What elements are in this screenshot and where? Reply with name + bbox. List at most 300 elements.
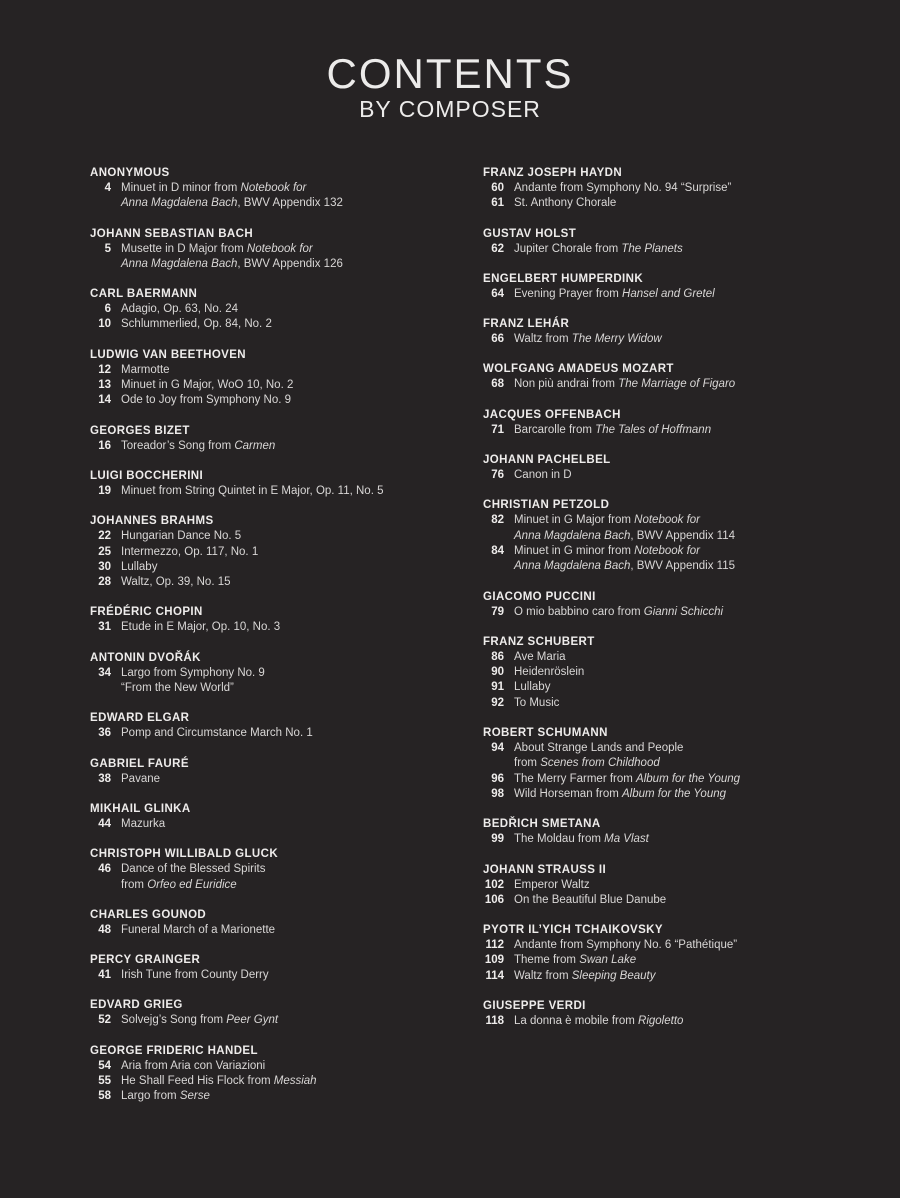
composer-group [90, 287, 470, 333]
piece-title-line [514, 605, 883, 620]
title-segment: Andante from Symphony No. 6 “Pathétique” [514, 939, 738, 952]
composer-name: WOLFGANG AMADEUS MOZART [483, 363, 674, 376]
italic-work-title: Carmen [234, 439, 276, 452]
piece-title [121, 666, 470, 697]
composer-name: BEDŘICH SMETANA [483, 818, 601, 831]
page-number: 38 [98, 772, 111, 785]
composer-name: JOHANN SEBASTIAN BACH [90, 227, 254, 240]
page-number: 10 [98, 318, 111, 331]
toc-entry [90, 620, 470, 635]
title-segment: Evening Prayer from [514, 287, 623, 300]
composer-name: FRANZ SCHUBERT [483, 635, 595, 648]
title-segment: Pomp and Circumstance March No. 1 [121, 727, 313, 740]
toc-entry [483, 772, 883, 787]
piece-title-line [514, 332, 883, 347]
toc-entry [483, 787, 883, 802]
title-segment: Toreador’s Song from [121, 439, 235, 452]
composer-group [90, 166, 470, 212]
toc-entry [90, 560, 470, 575]
page-number: 44 [98, 817, 111, 830]
toc-entry [483, 650, 883, 665]
page-number: 102 [484, 878, 504, 891]
composer-name: GIUSEPPE VERDI [483, 1000, 586, 1013]
piece-title [514, 1014, 883, 1029]
composer-name: LUDWIG VAN BEETHOVEN [90, 348, 247, 361]
composer-group [483, 272, 883, 302]
title-segment: The Moldau from [514, 833, 605, 846]
piece-title [121, 1089, 470, 1104]
piece-title [121, 1074, 470, 1089]
toc-entry [483, 423, 883, 438]
composer-group [483, 498, 883, 574]
piece-title [121, 378, 470, 393]
piece-title [514, 196, 883, 211]
italic-work-title: Rigoletto [638, 1015, 684, 1028]
toc-entry [90, 923, 470, 938]
composer-group [483, 408, 883, 438]
piece-title [514, 287, 883, 302]
piece-title [121, 529, 470, 544]
title-segment: from [121, 878, 148, 891]
page-number: 76 [491, 469, 504, 482]
composer-group [90, 711, 470, 741]
italic-work-title: Scenes from Childhood [540, 757, 660, 770]
composer-name: FRANZ LEHÁR [483, 318, 570, 331]
composer-name: JACQUES OFFENBACH [483, 408, 621, 421]
piece-title [514, 696, 883, 711]
composer-name: CHARLES GOUNOD [90, 908, 207, 921]
composer-name: PYOTR IL’YICH TCHAIKOVSKY [483, 924, 663, 937]
title-segment: Schlummerlied, Op. 84, No. 2 [121, 318, 272, 331]
title-segment: Irish Tune from County Derry [121, 969, 269, 982]
composer-group [483, 817, 883, 847]
piece-title [514, 377, 883, 392]
page-number: 112 [485, 939, 504, 952]
piece-title-line [121, 1074, 470, 1089]
page-number: 36 [98, 727, 111, 740]
title-segment: Canon in D [514, 469, 572, 482]
composer-name: FRANZ JOSEPH HAYDN [483, 167, 623, 179]
piece-title [514, 544, 883, 575]
title-segment: , BWV Appendix 114 [630, 529, 736, 542]
piece-title-line [514, 772, 883, 787]
composer-group [483, 453, 883, 483]
page-number: 28 [98, 576, 111, 589]
toc-entry [90, 862, 470, 893]
piece-title [121, 772, 470, 787]
italic-work-title: The Marriage of Figaro [618, 378, 736, 391]
composer-name: EDVARD GRIEG [90, 999, 183, 1012]
composer-group [483, 317, 883, 347]
toc-entry [483, 832, 883, 847]
toc-entry [483, 287, 883, 302]
toc-entry [483, 893, 883, 908]
page-number: 58 [98, 1090, 111, 1103]
piece-title-line [514, 1014, 883, 1029]
piece-title-line [121, 529, 470, 544]
toc-entry [483, 377, 883, 392]
contents-column-left [90, 166, 470, 1120]
toc-entry [483, 242, 883, 257]
italic-work-title: Messiah [273, 1075, 317, 1088]
piece-title [514, 242, 883, 257]
piece-title [121, 817, 470, 832]
title-segment: Lullaby [121, 560, 158, 573]
toc-entry [483, 953, 883, 968]
piece-title-line [514, 242, 883, 257]
title-segment: Dance of the Blessed Spirits [121, 863, 266, 876]
piece-title [514, 650, 883, 665]
piece-title-line [121, 560, 470, 575]
page-number: 13 [98, 379, 111, 392]
page-number: 64 [491, 287, 504, 300]
toc-entry [90, 317, 470, 332]
composer-name: LUIGI BOCCHERINI [90, 469, 204, 482]
title-segment: Pavane [121, 772, 161, 785]
piece-title [514, 680, 883, 695]
title-segment: Wild Horseman from [514, 787, 622, 800]
toc-entry [483, 665, 883, 680]
composer-name: GEORGES BIZET [90, 424, 190, 437]
piece-title-line [121, 1059, 470, 1074]
piece-title-line [121, 378, 470, 393]
composer-group [90, 1044, 470, 1105]
page-number: 68 [491, 378, 504, 391]
italic-work-title: Notebook for [634, 544, 701, 557]
piece-title [121, 1013, 470, 1028]
toc-entry [90, 363, 470, 378]
composer-group [90, 757, 470, 787]
page-number: 48 [98, 923, 111, 936]
title-segment: from [514, 757, 541, 770]
italic-work-title: Hansel and Gretel [622, 287, 715, 300]
title-segment: Aria from Aria con Variazioni [121, 1059, 266, 1072]
piece-title-line [121, 242, 470, 257]
toc-entry [90, 1059, 470, 1074]
piece-title-line [121, 620, 470, 635]
title-segment: Andante from Symphony No. 94 “Surprise” [514, 182, 732, 194]
piece-title [121, 317, 470, 332]
piece-title-line [121, 1013, 470, 1028]
title-segment: Mazurka [121, 817, 166, 830]
italic-work-title: Peer Gynt [226, 1014, 279, 1027]
page-subtitle: BY COMPOSER [359, 96, 541, 122]
page-number: 4 [104, 182, 111, 194]
piece-title-line [121, 772, 470, 787]
piece-title [121, 1059, 470, 1074]
title-segment: Minuet in D minor from [121, 182, 241, 194]
toc-entry [90, 545, 470, 560]
composer-group [483, 923, 883, 984]
piece-title-line [121, 681, 470, 696]
piece-title [121, 620, 470, 635]
piece-title-line [514, 938, 883, 953]
toc-entry [483, 544, 883, 575]
piece-title-line [514, 650, 883, 665]
italic-work-title: Notebook for [634, 514, 701, 527]
piece-title [121, 439, 470, 454]
toc-entry [90, 575, 470, 590]
composer-group [90, 998, 470, 1028]
title-segment: Heidenröslein [514, 666, 585, 679]
toc-entry [90, 1013, 470, 1028]
composer-name: ANONYMOUS [90, 167, 170, 179]
title-segment: , BWV Appendix 132 [237, 197, 343, 210]
piece-title [514, 181, 883, 196]
page-number: 22 [98, 530, 111, 543]
piece-title [514, 423, 883, 438]
composer-group [90, 424, 470, 454]
title-segment: Hungarian Dance No. 5 [121, 530, 242, 543]
piece-title [514, 953, 883, 968]
toc-entry [483, 468, 883, 483]
title-segment: Musette in D Major from [121, 242, 247, 255]
title-segment: Barcarolle from [514, 423, 596, 436]
piece-title-line [121, 862, 470, 877]
page-number: 91 [491, 681, 504, 694]
italic-work-title: Swan Lake [579, 954, 637, 967]
piece-title-line [514, 787, 883, 802]
title-segment: Solvejg’s Song from [121, 1014, 227, 1027]
toc-entry [90, 393, 470, 408]
piece-title [121, 181, 470, 212]
piece-title-line [514, 878, 883, 893]
title-segment: Etude in E Major, Op. 10, No. 3 [121, 621, 281, 634]
italic-work-title: Ma Vlast [604, 833, 649, 846]
piece-title [121, 484, 470, 499]
piece-title [514, 938, 883, 953]
page-number: 98 [491, 787, 504, 800]
piece-title [514, 332, 883, 347]
piece-title-line [514, 559, 883, 574]
composer-name: ANTONIN DVOŘÁK [90, 651, 201, 664]
toc-entry [90, 772, 470, 787]
piece-title-line [121, 317, 470, 332]
piece-title-line [121, 1089, 470, 1104]
piece-title [121, 302, 470, 317]
toc-entry [90, 968, 470, 983]
title-segment: He Shall Feed His Flock from [121, 1075, 274, 1088]
italic-work-title: Album for the Young [622, 787, 726, 800]
composer-group [483, 227, 883, 257]
title-segment: Minuet in G Major from [514, 514, 635, 527]
piece-title-line [121, 393, 470, 408]
page-number: 41 [98, 969, 111, 982]
piece-title [121, 363, 470, 378]
composer-name: JOHANNES BRAHMS [90, 515, 214, 528]
italic-work-title: The Planets [621, 242, 683, 255]
page-number: 54 [98, 1059, 111, 1072]
title-segment: Minuet in G minor from [514, 544, 635, 557]
piece-title [514, 665, 883, 680]
contents-column-right [483, 166, 883, 1044]
page-number: 12 [98, 363, 111, 376]
title-segment: Emperor Waltz [514, 878, 590, 891]
italic-work-title: Anna Magdalena Bach [121, 197, 238, 210]
composer-name: FRÉDÉRIC CHOPIN [90, 606, 203, 619]
composer-name: MIKHAIL GLINKA [90, 802, 191, 815]
page-header [0, 52, 900, 122]
piece-title-line [514, 287, 883, 302]
toc-entry [483, 332, 883, 347]
toc-entry [90, 181, 470, 212]
page-number: 96 [491, 772, 504, 785]
composer-group [483, 999, 883, 1029]
italic-work-title: Anna Magdalena Bach [514, 560, 631, 573]
page-number: 114 [485, 969, 504, 982]
title-segment: Largo from [121, 1090, 180, 1103]
toc-entry [90, 726, 470, 741]
toc-entry [90, 439, 470, 454]
page-number: 66 [491, 333, 504, 346]
piece-title-line [514, 196, 883, 211]
composer-name: GEORGE FRIDERIC HANDEL [90, 1044, 258, 1057]
page-number: 31 [98, 621, 111, 634]
piece-title-line [121, 817, 470, 832]
piece-title-line [514, 544, 883, 559]
toc-entry [483, 605, 883, 620]
piece-title [514, 893, 883, 908]
toc-entry [90, 1089, 470, 1104]
composer-name: JOHANN STRAUSS II [483, 863, 607, 876]
toc-entry [90, 529, 470, 544]
italic-work-title: Sleeping Beauty [571, 969, 656, 982]
toc-entry [90, 484, 470, 499]
piece-title-line [121, 302, 470, 317]
piece-title [514, 605, 883, 620]
piece-title-line [514, 423, 883, 438]
composer-name: ROBERT SCHUMANN [483, 727, 608, 740]
page-number: 71 [491, 423, 504, 436]
composer-group [483, 362, 883, 392]
italic-work-title: Gianni Schicchi [643, 605, 724, 618]
title-segment: Intermezzo, Op. 117, No. 1 [121, 545, 259, 558]
piece-title [514, 832, 883, 847]
toc-entry [90, 378, 470, 393]
piece-title [121, 923, 470, 938]
composer-name: CHRISTOPH WILLIBALD GLUCK [90, 848, 279, 861]
composer-group [483, 726, 883, 802]
title-segment: Theme from [514, 954, 580, 967]
italic-work-title: Serse [179, 1090, 210, 1103]
piece-title [121, 862, 470, 893]
toc-entry [483, 181, 883, 196]
composer-group [90, 953, 470, 983]
title-segment: La donna è mobile from [514, 1015, 639, 1028]
piece-title-line [121, 363, 470, 378]
page-number: 60 [491, 182, 504, 194]
composer-group [483, 863, 883, 909]
italic-work-title: Anna Magdalena Bach [514, 529, 631, 542]
italic-work-title: Notebook for [246, 242, 313, 255]
piece-title [514, 878, 883, 893]
title-segment: The Merry Farmer from [514, 772, 637, 785]
page-number: 19 [98, 484, 111, 497]
page-number: 34 [98, 666, 111, 679]
title-segment: Waltz from [514, 969, 572, 982]
composer-name: CHRISTIAN PETZOLD [483, 499, 610, 512]
piece-title [121, 393, 470, 408]
toc-entry [90, 302, 470, 317]
title-segment: Adagio, Op. 63, No. 24 [121, 303, 238, 316]
page-number: 118 [485, 1015, 504, 1028]
italic-work-title: Orfeo ed Euridice [147, 878, 237, 891]
toc-entry [90, 666, 470, 697]
piece-title [514, 741, 883, 772]
piece-title-line [121, 968, 470, 983]
toc-entry [483, 1014, 883, 1029]
composer-group [90, 605, 470, 635]
title-segment: Funeral March of a Marionette [121, 923, 276, 936]
page-title: CONTENTS [326, 50, 574, 97]
composer-name: GIACOMO PUCCINI [483, 590, 596, 603]
page-number: 61 [491, 197, 504, 210]
piece-title-line [514, 832, 883, 847]
piece-title-line [514, 756, 883, 771]
piece-title-line [514, 969, 883, 984]
piece-title [514, 787, 883, 802]
page-number: 82 [491, 514, 504, 527]
page-number: 99 [491, 833, 504, 846]
piece-title [121, 968, 470, 983]
piece-title-line [121, 196, 470, 211]
composer-group [483, 635, 883, 711]
composer-name: ENGELBERT HUMPERDINK [483, 272, 644, 285]
toc-entry [483, 969, 883, 984]
page-number: 109 [484, 954, 504, 967]
piece-title-line [121, 484, 470, 499]
toc-entry [90, 242, 470, 273]
composer-group [90, 802, 470, 832]
piece-title-line [514, 893, 883, 908]
toc-entry [90, 1074, 470, 1089]
title-segment: , BWV Appendix 126 [237, 257, 343, 270]
composer-name: PERCY GRAINGER [90, 954, 201, 967]
title-segment: Minuet from String Quintet in E Major, Op. 11, No. 5 [121, 484, 384, 497]
piece-title-line [514, 513, 883, 528]
title-segment: Waltz, Op. 39, No. 15 [121, 576, 231, 589]
piece-title [514, 969, 883, 984]
page-number: 79 [491, 605, 504, 618]
composer-name: CARL BAERMANN [90, 288, 198, 301]
title-segment: Minuet in G Major, WoO 10, No. 2 [121, 379, 294, 392]
page-number: 52 [98, 1014, 111, 1027]
piece-title-line [121, 923, 470, 938]
title-segment: Waltz from [514, 333, 572, 346]
title-segment: Largo from Symphony No. 9 [121, 666, 265, 679]
composer-group [90, 847, 470, 893]
piece-title-line [121, 575, 470, 590]
composer-group [90, 469, 470, 499]
piece-title-line [514, 680, 883, 695]
toc-entry [483, 196, 883, 211]
composer-group [90, 348, 470, 409]
page-number: 55 [98, 1075, 111, 1088]
toc-entry [90, 817, 470, 832]
toc-entry [483, 680, 883, 695]
title-segment: Jupiter Chorale from [514, 242, 622, 255]
piece-title [121, 575, 470, 590]
page-number: 6 [104, 303, 111, 316]
piece-title-line [514, 665, 883, 680]
title-segment: “From the New World” [121, 682, 234, 695]
italic-work-title: Anna Magdalena Bach [121, 257, 238, 270]
piece-title-line [121, 257, 470, 272]
piece-title [514, 468, 883, 483]
toc-entry [483, 878, 883, 893]
italic-work-title: Album for the Young [636, 772, 741, 785]
piece-title-line [514, 953, 883, 968]
